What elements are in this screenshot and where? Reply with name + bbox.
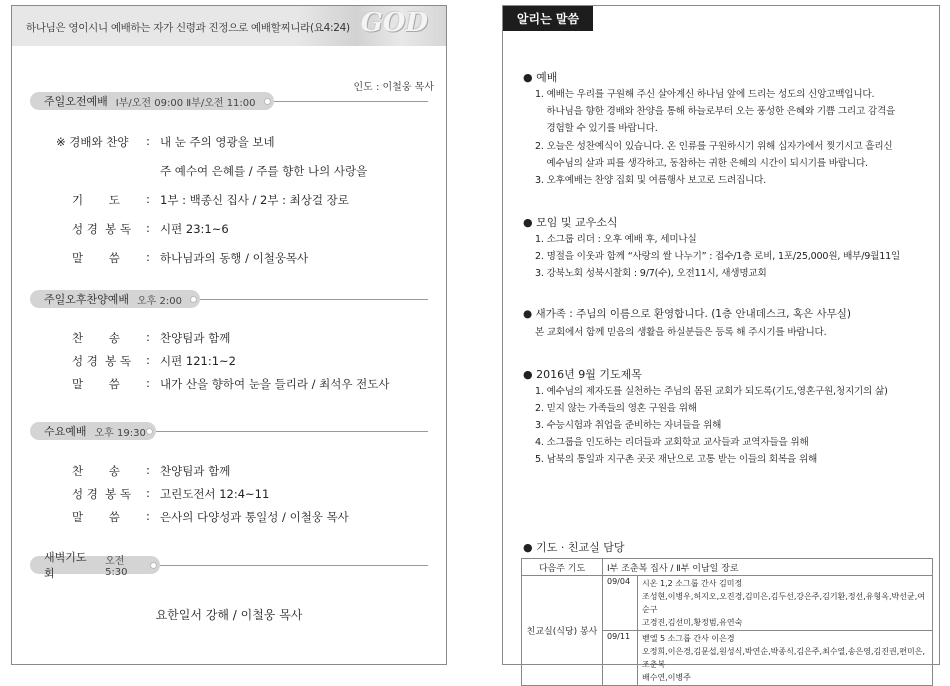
row-value: 하나님과의 동행 / 이철웅목사: [160, 251, 309, 265]
divider-dot: [150, 562, 157, 569]
duty-table: [521, 558, 933, 686]
announcement-line: 2. 믿지 않는 가족들의 영혼 구원을 위해: [535, 403, 697, 414]
row-value: 1부 : 백종신 집사 / 2부 : 최상걸 장로: [160, 193, 349, 207]
divider: [274, 101, 428, 102]
row-colon: :: [146, 330, 150, 344]
table-row: [522, 559, 933, 576]
divider: [156, 431, 428, 432]
row-label: 말 씀: [72, 377, 120, 391]
row-label: 찬 송: [72, 331, 120, 345]
god-logo: GOD: [360, 8, 428, 38]
table-cell: 다음주 기도: [522, 559, 603, 576]
announcement-line: 3. 오후예배는 찬양 집회 및 여름행사 보고로 드려집니다.: [535, 175, 767, 186]
header-verse: 하나님은 영이시니 예배하는 자가 신령과 진정으로 예배할찌니라(요4:24): [26, 22, 350, 34]
prayer-heading: ● 2016년 9월 기도제목: [523, 368, 642, 381]
table-cell: 09/04: [603, 576, 638, 631]
duty-line: 벧엘 5 소그룹 간사 이은경: [642, 634, 735, 643]
presider: 인도 : 이철웅 목사: [353, 82, 434, 93]
row-label: 성 경 봉 독: [72, 354, 132, 368]
section-bar-sunday-afternoon: [30, 290, 200, 308]
row-colon: :: [146, 486, 150, 500]
row-value: 내 눈 주의 영광을 보네: [160, 135, 275, 149]
dawn-sermon: 요한일서 강해 / 이철웅 목사: [155, 608, 303, 622]
row-label: 기 도: [72, 193, 120, 207]
divider-dot: [264, 98, 271, 105]
row-colon: :: [146, 221, 150, 235]
row-value: 고린도전서 12:4~11: [160, 487, 270, 501]
section-title: 수요예배: [44, 425, 87, 438]
announcement-line: 2. 오늘은 성찬예식이 있습니다. 온 인류를 구원하시기 위해 십자가에서 찢기시고 흘리신: [535, 141, 893, 152]
announcement-line: 경험할 수 있기를 바랍니다.: [535, 123, 658, 134]
divider: [160, 565, 428, 566]
section-bar-wednesday: [30, 422, 156, 440]
newcomer-heading: ● 새가족 : 주님의 이름으로 환영합니다. (1층 안내데스크, 혹은 사무실): [523, 308, 852, 320]
row-colon: :: [146, 463, 150, 477]
section-title: 주일오후찬양예배: [44, 293, 130, 306]
row-value: 은사의 다양성과 통일성 / 이철웅 목사: [160, 510, 349, 524]
row-label: 말 씀: [72, 251, 120, 265]
row-value: 찬양팀과 함께: [160, 331, 231, 345]
divider-dot: [146, 428, 153, 435]
section-bar-dawn-prayer: [30, 551, 160, 580]
announcement-line: 3. 수능시험과 취업을 준비하는 자녀들을 위해: [535, 420, 722, 431]
duty-line: 조성현,이병우,허지오,오진경,김미은,김두선,강은주,김기환,정선,유형옥,박선균,여순구: [642, 592, 925, 614]
header-banner: [12, 6, 446, 46]
meeting-heading: ● 모임 및 교우소식: [523, 216, 618, 229]
announcements-title: 알리는 말씀: [503, 6, 593, 31]
section-time: 오후 19:30: [94, 427, 146, 439]
row-label: 찬 송: [72, 464, 120, 478]
duty-line: 오정희,이은경,김문섭,원성식,박연순,박종식,김은주,최수열,송은영,김진권,편미은,조춘복: [642, 647, 925, 669]
row-label: ※ 경배와 찬양: [56, 135, 129, 149]
table-cell: [638, 631, 933, 686]
announcement-line: 1. 예수님의 제자도를 실천하는 주님의 몸된 교회가 되도록(기도,영혼구원,청지기의 삶): [535, 386, 888, 397]
row-colon: :: [146, 192, 150, 206]
table-row: [522, 576, 933, 631]
announcement-line: 3. 강북노회 성북시찰회 : 9/7(수), 오전11시, 새생명교회: [535, 268, 767, 279]
worship-heading: ● 예배: [523, 71, 558, 84]
announcement-line: 본 교회에서 함께 믿음의 생활을 하실분들은 등록 해 주시기를 바랍니다.: [535, 327, 827, 338]
row-value: 시편 121:1~2: [160, 354, 236, 368]
divider-dot: [190, 296, 197, 303]
duty-line: 시온 1,2 소그룹 간사 김미정: [642, 579, 743, 588]
section-time: 오전 5:30: [105, 556, 128, 578]
section-title: 새벽기도회: [44, 551, 87, 580]
section-bar-sunday-morning: [30, 92, 274, 110]
duty-line: 고경진,김선미,황정범,유연숙: [642, 618, 743, 627]
duty-heading: ● 기도 · 친교실 담당: [523, 541, 625, 554]
section-title: 주일오전예배: [44, 95, 108, 108]
row-label: 말 씀: [72, 510, 120, 524]
duty-line: 배수연,이병주: [642, 673, 691, 682]
worship-order-panel: [11, 5, 447, 665]
row-label: 성 경 봉 독: [72, 222, 132, 236]
row-colon: :: [146, 376, 150, 390]
row-value: 찬양팀과 함께: [160, 464, 231, 478]
announcement-line: 5. 남북의 통일과 지구촌 곳곳 재난으로 고통 받는 이들의 회복을 위해: [535, 454, 818, 465]
divider: [200, 299, 428, 300]
announcement-line: 4. 소그룹을 인도하는 리더들과 교회학교 교사들과 교역자들을 위해: [535, 437, 809, 448]
announcement-line: 1. 소그룹 리더 : 오후 예배 후, 세미나실: [535, 234, 697, 245]
section-time: 오후 2:00: [137, 295, 182, 307]
row-value: 주 예수여 은혜를 / 주를 향한 나의 사랑을: [160, 164, 368, 178]
announcement-line: 1. 예배는 우리를 구원해 주신 살아계신 하나님 앞에 드리는 성도의 신앙고백입니다.: [535, 89, 875, 100]
announcements-panel: [502, 5, 940, 682]
announcement-line: 하나님을 향한 경배와 찬양을 통해 하늘로부터 오는 풍성한 은혜와 기쁨 그리고 감격을: [535, 106, 896, 117]
announcement-line: 예수님의 살과 피를 생각하고, 동참하는 귀한 은혜의 시간이 되시기를 바랍니다.: [535, 158, 868, 169]
row-colon: :: [146, 250, 150, 264]
table-cell: 09/11: [603, 631, 638, 686]
row-colon: :: [146, 353, 150, 367]
row-value: 시편 23:1~6: [160, 222, 229, 236]
row-label: 성 경 봉 독: [72, 487, 132, 501]
table-cell: 친교실(식당) 봉사: [522, 576, 603, 686]
section-time: Ⅰ부/오전 09:00 Ⅱ부/오전 11:00: [115, 97, 256, 109]
row-colon: :: [146, 134, 150, 148]
announcement-line: 2. 명절을 이웃과 함께 “사랑의 쌀 나누기” : 접수/1층 로비, 1포/25,000원, 배부/9월11일: [535, 251, 901, 262]
table-cell: [638, 576, 933, 631]
table-cell: Ⅰ부 조춘복 집사 / Ⅱ부 이남일 장로: [603, 559, 933, 576]
row-value: 내가 산을 향하여 눈을 들리라 / 최석우 전도사: [160, 377, 390, 391]
row-colon: :: [146, 509, 150, 523]
